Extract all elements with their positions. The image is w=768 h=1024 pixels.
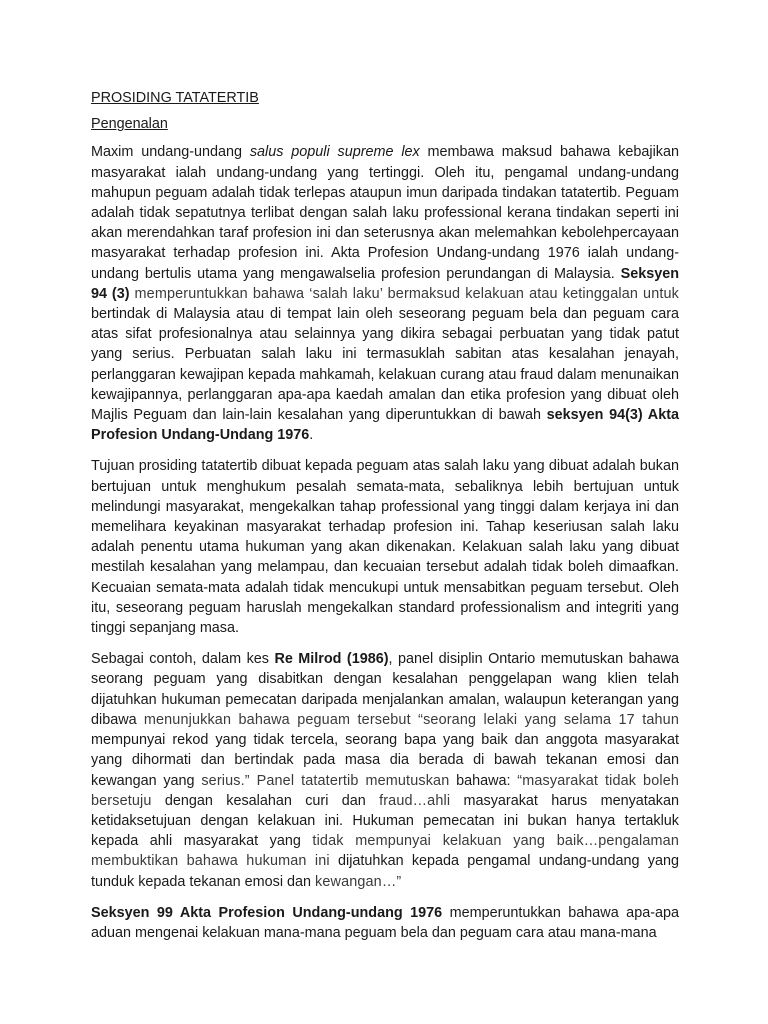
- text-run: , panel disiplin Ontario memutuskan bahawa seorang peguam yang disabitkan dengan kesalahan penggelapan wang klien telah dijatuhkan hukuman pemecatan daripada menjalankan amalan, walaupun keterangan yang dibawa: [91, 651, 679, 728]
- text-run: Maxim undang-undang: [91, 144, 250, 161]
- latin-maxim: salus populi supreme lex: [249, 144, 420, 161]
- text-run-light: fraud…ahli: [379, 792, 451, 809]
- text-run-light: “masyarakat tidak boleh bersetuju: [91, 772, 679, 809]
- text-run: dijatuhkan kepada pengamal undang-undang yang tunduk kepada tekanan emosi dan: [91, 853, 679, 890]
- text-run: membawa maksud bahawa kebajikan masyarakat ialah undang-undang yang tertinggi. Oleh itu, pengamal undang-undang mahupun peguam adalah tidak terlepas ataupun imun daripada tindakan tatatertib. Peguam adalah tidak sepatutnya terlibat dengan salah laku professional kerana tindakan seperti ini akan merendahkan taraf profesion ini dan seterusnya akan melemahkan kebolehpercayaan masyarakat terhadap profesion ini. Akta Profesion Undang-undang 1976 ialah undang-undang bertulis utama yang mengawalselia profesion perundangan di Malaysia.: [91, 144, 679, 282]
- document-title: PROSIDING TATATERTIB: [91, 90, 259, 106]
- text-run-light: kewangan…”: [315, 873, 402, 890]
- text-run-light: tidak mempunyai kelakuan yang baik…pengalaman membuktikan bahawa hukuman ini: [91, 833, 679, 870]
- paragraph-introduction: [91, 142, 679, 445]
- text-run: bertindak di Malaysia atau di tempat lain oleh seseorang peguam bela dan peguam cara atas sifat profesionalnya atau selainnya yang dikira sebagai perbuatan yang tidak patut yang serius. Perbuatan salah laku ini termasuklah sabitan atas kesalahan jenayah, perlanggaran kewajipan kepada mahkamah, kelakuan curang atau fraud dalam menunaikan kewajipannya, perlanggaran apa-apa kaedah amalan dan etika profesion yang dibuat oleh Majlis Peguam dan lain-lain kesalahan yang diperuntukkan di bawah: [91, 306, 679, 424]
- text-run-light: menunjukkan bahawa peguam tersebut “seorang lelaki yang selama 17 tahun: [143, 711, 679, 728]
- case-reference: Re Milrod (1986): [274, 651, 389, 668]
- document-page: [91, 88, 679, 954]
- text-run: .: [309, 427, 314, 444]
- text-run: dengan kesalahan curi dan: [151, 792, 380, 809]
- paragraph-purpose: Tujuan prosiding tatatertib dibuat kepada peguam atas salah laku yang dibuat adalah bukan bertujuan untuk menghukum pesalah semata-mata, sebaliknya lebih bertujuan untuk melindungi masyarakat, mengekalkan tahap professional yang tinggi dalam kerjaya ini dan memelihara keyakinan masyarakat terhadap profesion ini. Tahap keseriusan salah laku adalah penentu utama hukuman yang akan dikenakan. Kelakuan salah laku yang dibuat mestilah kesalahan yang melampau, dan kecuaian tersebut adalah tidak boleh dimaafkan. Kecuaian semata-mata adalah tidak mencukupi untuk mensabitkan peguam tersebut. Oleh itu, seseorang peguam haruslah mengekalkan standard professionalism and integriti yang tinggi sepanjang masa.: [91, 458, 679, 637]
- paragraph-example-case: [91, 649, 679, 891]
- text-run-light: memperuntukkan bahawa ‘salah laku’ bermaksud kelakuan atau ketinggalan untuk: [129, 285, 680, 302]
- statute-reference: seksyen 94(3) Akta Profesion Undang-Undang 1976: [91, 407, 679, 444]
- text-run-light: serius.” Panel tatatertib memutuskan: [201, 772, 450, 789]
- text-run: mempunyai rekod yang tidak tercela, seorang bapa yang baik dan anggota masyarakat yang dihormati dan bertindak pada masa dia berada di bawah tekanan emosi dan kewangan yang: [91, 732, 679, 789]
- section-heading: Pengenalan: [91, 116, 168, 133]
- text-run: bahawa:: [449, 772, 518, 789]
- text-run: Sebagai contoh, dalam kes: [91, 651, 275, 668]
- paragraph-section-99: [91, 903, 679, 943]
- text-run: masyarakat harus menyatakan ketidaksetujuan dengan kelakuan ini. Hukuman pemecatan ini bukan hanya tertakluk kepada ahli masyarakat yang: [91, 792, 679, 850]
- statute-reference: Seksyen 94 (3): [91, 265, 679, 302]
- text-run: memperuntukkan bahawa apa-apa aduan mengenai kelakuan mana-mana peguam bela dan peguam cara atau mana-mana: [91, 904, 679, 941]
- statute-reference: Seksyen 99 Akta Profesion Undang-undang 1976: [91, 904, 443, 921]
